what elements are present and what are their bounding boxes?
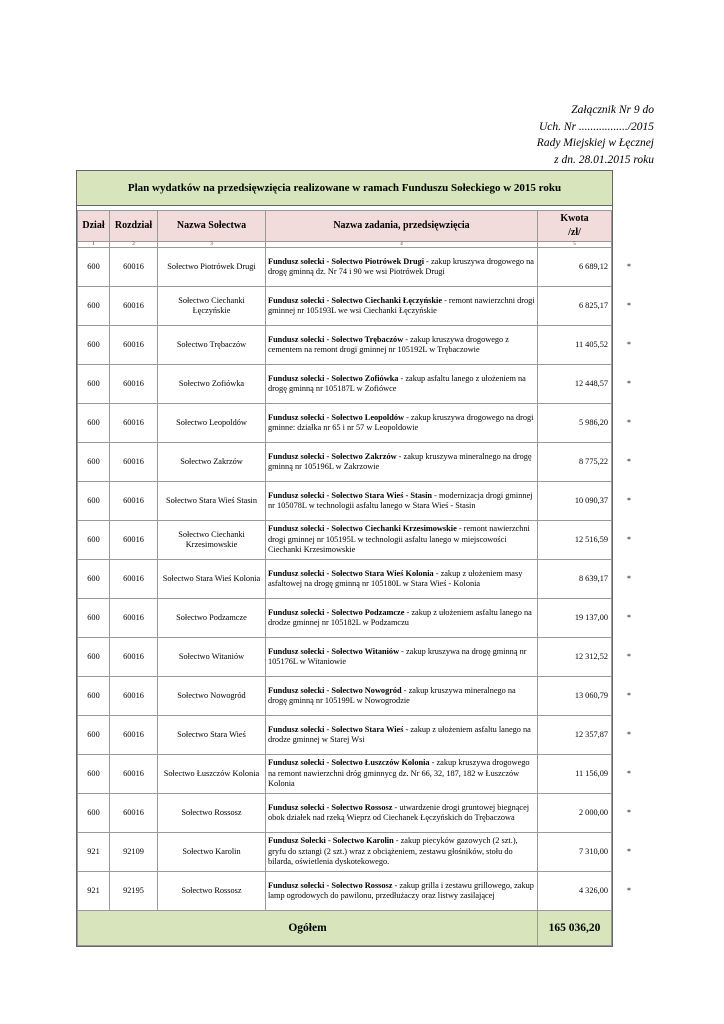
index-cell: 5 [538, 242, 612, 248]
task-cell [266, 599, 538, 638]
solectwo-cell: Sołectwo Ciechanki Krzesimowskie [158, 521, 266, 560]
dzial-cell: 600 [78, 404, 110, 443]
task-description: - utwardzenie drogi gruntowej biegnącej obok działek nad rzeką Wieprz od Ciechanek Łęczyńskich do Trębaczowa [268, 802, 530, 822]
row-marker: * [627, 262, 631, 271]
header-kwota [538, 211, 612, 242]
rozdzial-cell: 92109 [110, 833, 158, 872]
task-title: Fundusz sołecki - Sołectwo Podzamcze [268, 607, 405, 617]
annex-line-2: Uch. Nr ................./2015 [539, 120, 654, 133]
task-title: Fundusz sołecki - Sołectwo Rossosz [268, 802, 393, 812]
row-marker: * [627, 730, 631, 739]
task-cell [266, 794, 538, 833]
table-row [78, 872, 612, 911]
table-row [78, 833, 612, 872]
task-title: Fundusz sołecki - Sołectwo Stara Wieś - Stasin [268, 490, 433, 500]
rozdzial-cell: 60016 [110, 599, 158, 638]
dzial-cell: 600 [78, 794, 110, 833]
table-row [78, 560, 612, 599]
row-marker: * [627, 574, 631, 583]
task-title: Fundusz sołecki - Sołectwo Witaniów [268, 646, 400, 656]
task-cell [266, 365, 538, 404]
dzial-cell: 600 [78, 482, 110, 521]
header-zadanie: Nazwa zadania, przedsięwzięcia [266, 211, 538, 242]
row-marker: * [627, 652, 631, 661]
table-row [78, 443, 612, 482]
task-cell [266, 560, 538, 599]
dzial-cell: 600 [78, 560, 110, 599]
solectwo-cell: Sołectwo Zofiówka [158, 365, 266, 404]
solectwo-cell: Sołectwo Witaniów [158, 638, 266, 677]
row-marker: * [627, 379, 631, 388]
solectwo-cell: Sołectwo Karolin [158, 833, 266, 872]
task-title: Fundusz sołecki - Sołectwo Trębaczów [268, 334, 404, 344]
rozdzial-cell: 60016 [110, 521, 158, 560]
task-description: - modernizacja drogi gminnej nr 105078L w technologii asfaltu lanego w Stara Wieś - Stasin [268, 490, 533, 510]
task-title: Fundusz sołecki - Sołectwo Łuszczów Kolonia [268, 758, 430, 768]
task-title: Fundusz Sołecki - Sołectwo Karolin [268, 836, 394, 846]
dzial-cell: 600 [78, 755, 110, 794]
kwota-cell: 10 090,37 [538, 482, 612, 521]
kwota-cell: 12 448,57 [538, 365, 612, 404]
task-description: - zakup grilla i zestawu grillowego, zakup lamp ogrodowych do pawilonu, przedłużaczy oraz listwy zasilającej [268, 880, 534, 900]
task-description: - zakup z ułożeniem asfaltu lanego na drodze gminnej w Starej Wsi [268, 724, 531, 744]
row-marker: * [627, 808, 631, 817]
task-title: Fundusz sołecki - Sołectwo Nowogród [268, 685, 402, 695]
table-row [78, 716, 612, 755]
row-marker: * [627, 340, 631, 349]
rozdzial-cell: 60016 [110, 404, 158, 443]
task-description: - zakup kruszywa drogowego na remont nawierzchni dróg gminnycg dz. Nr 66, 32, 187, 182 w Łuszczów Kolonia [268, 758, 530, 789]
kwota-cell: 11 405,52 [538, 326, 612, 365]
annex-line-1: Załącznik Nr 9 do [571, 104, 654, 116]
rozdzial-cell: 60016 [110, 248, 158, 287]
task-cell [266, 443, 538, 482]
header-kwota-unit: /zł/ [568, 227, 581, 238]
row-marker: * [627, 301, 631, 310]
task-cell [266, 287, 538, 326]
table-row [78, 755, 612, 794]
task-cell [266, 482, 538, 521]
task-cell [266, 833, 538, 872]
index-cell: 4 [266, 242, 538, 248]
dzial-cell: 600 [78, 599, 110, 638]
dzial-cell: 600 [78, 677, 110, 716]
index-cell: 3 [158, 242, 266, 248]
task-title: Fundusz sołecki - Sołectwo Stara Wieś [268, 724, 404, 734]
task-description: - zakup z ułożeniem asfaltu lanego na drodze gminnej nr 105182L w Podzamczu [268, 607, 532, 627]
rozdzial-cell: 60016 [110, 365, 158, 404]
table-title: Plan wydatków na przedsięwzięcia realizowane w ramach Funduszu Sołeckiego w 2015 roku [77, 171, 612, 206]
task-description: - zakup kruszywa drogowego z cementem na remont drogi gminnej nr 105192L w Trębaczowie [268, 334, 509, 354]
header-kwota-label: Kwota [560, 212, 589, 224]
task-cell [266, 677, 538, 716]
header-solectwo: Nazwa Sołectwa [158, 211, 266, 242]
dzial-cell: 600 [78, 521, 110, 560]
kwota-cell: 11 156,09 [538, 755, 612, 794]
task-description: - zakup kruszywa drogowego na drogi gminne: działka nr 65 i nr 57 w Leopoldowie [268, 412, 534, 432]
task-description: - zakup kruszywa drogowego na drogę gminną dz. Nr 74 i 90 we wsi Piotrówek Drugi [268, 256, 534, 276]
annex-header [537, 102, 654, 168]
dzial-cell: 921 [78, 833, 110, 872]
kwota-cell: 6 689,12 [538, 248, 612, 287]
task-title: Fundusz sołecki - Sołectwo Zofiówka [268, 373, 399, 383]
rozdzial-cell: 60016 [110, 482, 158, 521]
solectwo-cell: Sołectwo Łuszczów Kolonia [158, 755, 266, 794]
solectwo-cell: Sołectwo Leopoldów [158, 404, 266, 443]
solectwo-cell: Sołectwo Piotrówek Drugi [158, 248, 266, 287]
task-description: - zakup z ułożeniem masy asfaltowej na drogę gminną nr 105180L w Stara Wieś - Kolonia [268, 568, 523, 588]
table-row [78, 287, 612, 326]
dzial-cell: 600 [78, 716, 110, 755]
total-value: 165 036,20 [538, 911, 612, 946]
task-title: Fundusz sołecki - Sołectwo Rossosz [268, 880, 393, 890]
rozdzial-cell: 60016 [110, 560, 158, 599]
task-title: Fundusz sołecki - Sołectwo Zakrzów [268, 451, 397, 461]
table-row [78, 677, 612, 716]
kwota-cell: 4 326,00 [538, 872, 612, 911]
table-row [78, 326, 612, 365]
task-cell [266, 716, 538, 755]
task-cell [266, 872, 538, 911]
kwota-cell: 12 312,52 [538, 638, 612, 677]
task-description: - zakup kruszywa mineralnego na drogę gminną nr 105196L w Zakrzowie [268, 451, 532, 471]
table-row [78, 404, 612, 443]
dzial-cell: 600 [78, 326, 110, 365]
solectwo-cell: Sołectwo Nowogród [158, 677, 266, 716]
task-title: Fundusz sołecki - Sołectwo Ciechanki Łęczyńskie [268, 295, 443, 305]
expenditure-plan-table [76, 170, 613, 947]
annex-line-3: Rady Miejskiej w Łęcznej [536, 137, 654, 149]
kwota-cell: 5 986,20 [538, 404, 612, 443]
kwota-cell: 12 357,87 [538, 716, 612, 755]
row-marker: * [627, 691, 631, 700]
task-cell [266, 326, 538, 365]
solectwo-cell: Sołectwo Rossosz [158, 794, 266, 833]
task-description: - zakup piecyków gazowych (2 szt.), gryfu do sztangi (2 szt.) wraz z obciążeniem, zestawu głośników, stołu do bilarda, oświetlenia dyskotekowego. [268, 836, 518, 867]
dzial-cell: 600 [78, 638, 110, 677]
index-cell: 1 [78, 242, 110, 248]
rozdzial-cell: 60016 [110, 287, 158, 326]
rozdzial-cell: 60016 [110, 755, 158, 794]
rozdzial-cell: 60016 [110, 794, 158, 833]
solectwo-cell: Sołectwo Ciechanki Łęczyńskie [158, 287, 266, 326]
kwota-cell: 6 825,17 [538, 287, 612, 326]
annex-line-4: z dn. 28.01.2015 roku [554, 153, 654, 166]
solectwo-cell: Sołectwo Stara Wieś [158, 716, 266, 755]
table-row [78, 794, 612, 833]
row-marker: * [627, 769, 631, 778]
solectwo-cell: Sołectwo Rossosz [158, 872, 266, 911]
dzial-cell: 600 [78, 287, 110, 326]
task-description: - remont nawierzchni drogi gminnej nr 105195L w technologii asfaltu lanego w miejscowości Ciechanki Krzesimowskie [268, 524, 530, 555]
task-title: Fundusz sołecki - Sołectwo Stara Wieś Kolonia [268, 568, 434, 578]
solectwo-cell: Sołectwo Trębaczów [158, 326, 266, 365]
table-row [78, 248, 612, 287]
rozdzial-cell: 60016 [110, 677, 158, 716]
row-marker: * [627, 418, 631, 427]
task-description: - zakup asfaltu lanego z ułożeniem na drogę gminną nr 105187L w Zofiówce [268, 373, 526, 393]
task-cell [266, 404, 538, 443]
dzial-cell: 600 [78, 443, 110, 482]
row-marker: * [627, 535, 631, 544]
task-description: - zakup kruszywa mineralnego na drogę gminną nr 105199L w Nowogrodzie [268, 685, 516, 705]
rozdzial-cell: 60016 [110, 443, 158, 482]
total-label: Ogółem [78, 911, 538, 946]
kwota-cell: 19 137,00 [538, 599, 612, 638]
solectwo-cell: Sołectwo Zakrzów [158, 443, 266, 482]
kwota-cell: 12 516,59 [538, 521, 612, 560]
row-marker: * [627, 613, 631, 622]
rozdzial-cell: 60016 [110, 638, 158, 677]
row-marker: * [627, 496, 631, 505]
kwota-cell: 8 775,22 [538, 443, 612, 482]
table-row [78, 638, 612, 677]
rozdzial-cell: 60016 [110, 716, 158, 755]
index-cell: 2 [110, 242, 158, 248]
row-marker: * [627, 457, 631, 466]
dzial-cell: 600 [78, 248, 110, 287]
row-marker: * [627, 886, 631, 895]
rozdzial-cell: 60016 [110, 326, 158, 365]
dzial-cell: 600 [78, 365, 110, 404]
solectwo-cell: Sołectwo Stara Wieś Stasin [158, 482, 266, 521]
header-rozdzial: Rozdział [110, 211, 158, 242]
task-description: - remont nawierzchni drogi gminnej nr 105193L we wsi Ciechanki Łęczyńskie [268, 295, 535, 315]
kwota-cell: 7 310,00 [538, 833, 612, 872]
rozdzial-cell: 92195 [110, 872, 158, 911]
kwota-cell: 8 639,17 [538, 560, 612, 599]
task-title: Fundusz sołecki - Sołectwo Leopoldów [268, 412, 404, 422]
header-dzial: Dział [78, 211, 110, 242]
task-cell [266, 521, 538, 560]
kwota-cell: 2 000,00 [538, 794, 612, 833]
task-cell [266, 755, 538, 794]
task-title: Fundusz sołecki - Sołectwo Piotrówek Drugi [268, 256, 425, 266]
table-row [78, 521, 612, 560]
dzial-cell: 921 [78, 872, 110, 911]
solectwo-cell: Sołectwo Podzamcze [158, 599, 266, 638]
task-cell [266, 638, 538, 677]
table-row [78, 365, 612, 404]
task-cell [266, 248, 538, 287]
row-marker: * [627, 847, 631, 856]
table-row [78, 599, 612, 638]
plan-table [77, 210, 612, 946]
solectwo-cell: Sołectwo Stara Wieś Kolonia [158, 560, 266, 599]
kwota-cell: 13 060,79 [538, 677, 612, 716]
task-description: - zakup kruszywa na drogę gminną nr 105176L w Witaniowie [268, 646, 527, 666]
table-row [78, 482, 612, 521]
task-title: Fundusz sołecki - Sołectwo Ciechanki Krzesimowskie [268, 524, 457, 534]
